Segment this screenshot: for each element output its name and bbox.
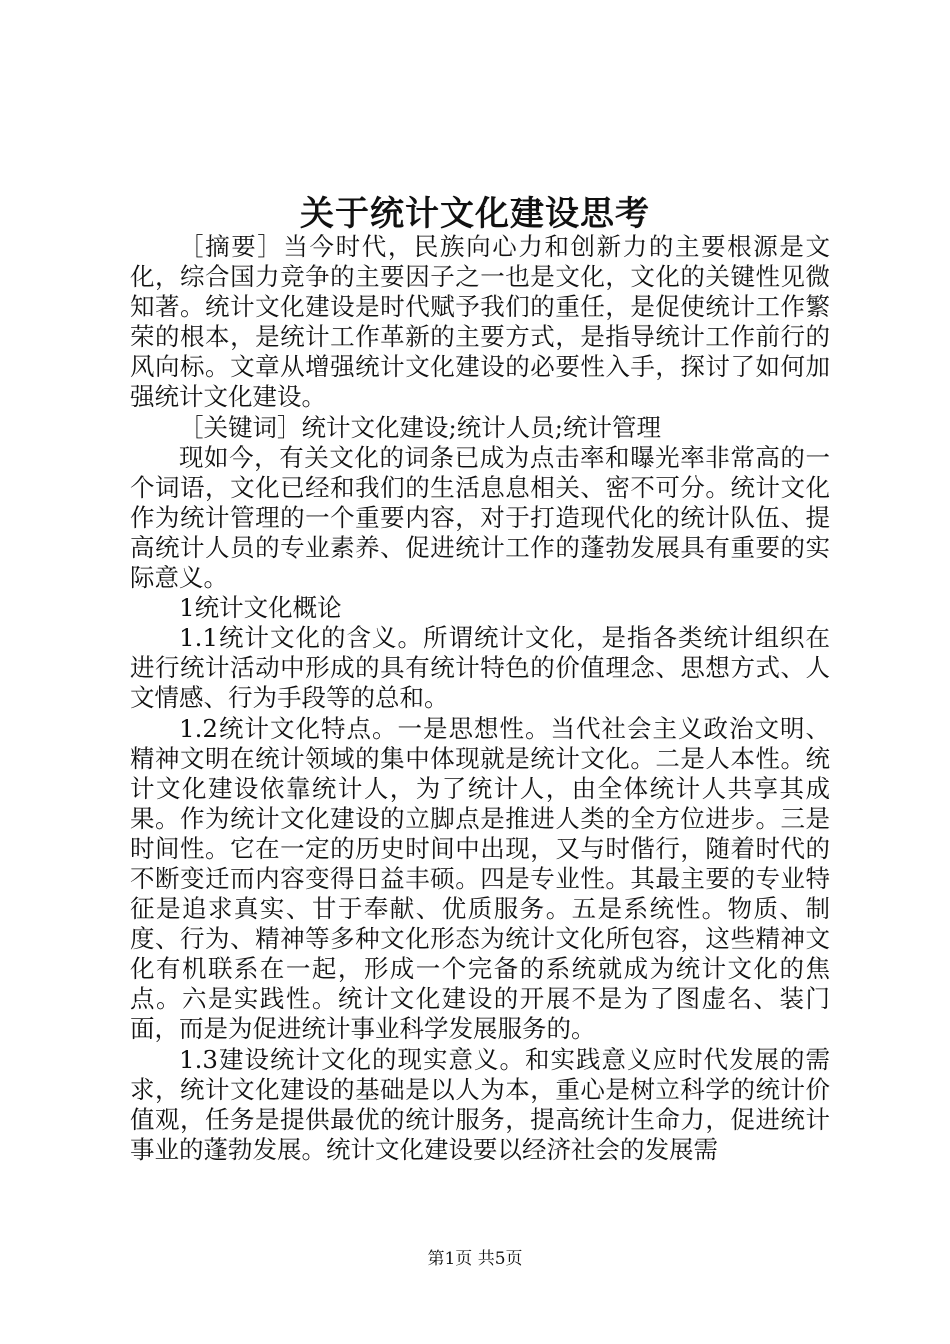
- page-footer: 第1页 共5页: [427, 1249, 523, 1269]
- body-paragraph: 1.3建设统计文化的现实意义。和实践意义应时代发展的需求，统计文化建设的基础是以人为本，重心是树立科学的统计价值观，任务是提供最优的统计服务，提高统计生命力，促进统计事业的蓬勃发展。统计文化建设要以经济社会的发展需: [130, 1044, 830, 1164]
- section-heading: 1统计文化概论: [179, 593, 342, 623]
- abstract-paragraph: ［摘要］当今时代，民族向心力和创新力的主要根源是文化，综合国力竞争的主要因子之一也是文化，文化的关键性见微知著。统计文化建设是时代赋予我们的重任，是促使统计工作繁荣的根本，是统计工作革新的主要方式，是指导统计工作前行的风向标。文章从增强统计文化建设的必要性入手，探讨了如何加强统计文化建设。: [130, 232, 830, 412]
- document-title: 关于统计文化建设思考: [300, 194, 650, 234]
- intro-paragraph: 现如今，有关文化的词条已成为点击率和曝光率非常高的一个词语，文化已经和我们的生活息息相关、密不可分。统计文化作为统计管理的一个重要内容，对于打造现代化的统计队伍、提高统计人员的专业素养、促进统计工作的蓬勃发展具有重要的实际意义。: [130, 442, 830, 593]
- body-paragraph: 1.2统计文化特点。一是思想性。当代社会主义政治文明、精神文明在统计领域的集中体现就是统计文化。二是人本性。统计文化建设依靠统计人，为了统计人，由全体统计人共享其成果。作为统计文化建设的立脚点是推进人类的全方位进步。三是时间性。它在一定的历史时间中出现，又与时偕行，随着时代的不断变迁而内容变得日益丰硕。四是专业性。其最主要的专业特征是追求真实、甘于奉献、优质服务。五是系统性。物质、制度、行为、精神等多种文化形态为统计文化所包容，这些精神文化有机联系在一起，形成一个完备的系统就成为统计文化的焦点。六是实践性。统计文化建设的开展不是为了图虚名、装门面，而是为促进统计事业科学发展服务的。: [130, 713, 830, 1044]
- keywords-paragraph: ［关键词］统计文化建设;统计人员;统计管理: [179, 412, 662, 442]
- body-paragraph: 1.1统计文化的含义。所谓统计文化，是指各类统计组织在进行统计活动中形成的具有统计特色的价值理念、思想方式、人文情感、行为手段等的总和。: [130, 623, 830, 713]
- document-body: [130, 232, 830, 1165]
